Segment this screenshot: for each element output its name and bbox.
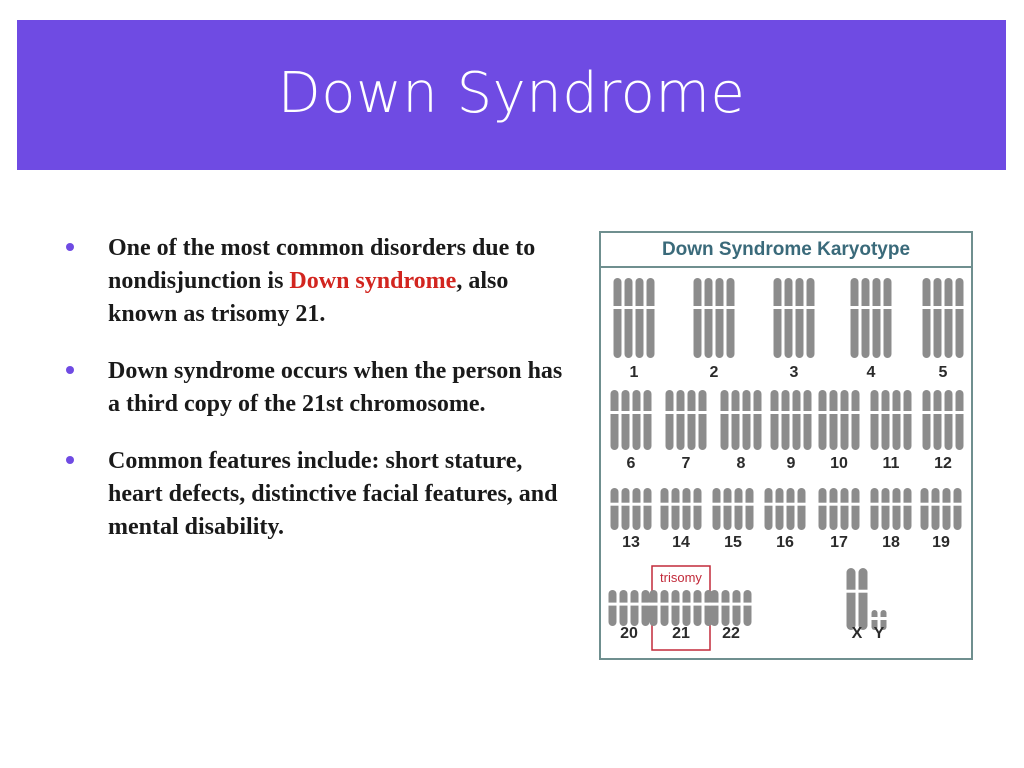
chromatid (622, 390, 630, 450)
centromere-band (781, 411, 791, 414)
chromatid (735, 488, 743, 530)
chromatid (672, 488, 680, 530)
centromere-band (922, 306, 932, 309)
centromere-band (632, 503, 642, 506)
centromere-band (829, 411, 839, 414)
chromatid (711, 590, 719, 626)
trisomy-label: trisomy (660, 570, 702, 585)
bullet-item (64, 445, 574, 544)
chromosome-pair (922, 278, 965, 358)
chromatid (647, 278, 655, 358)
chromosome-pair (922, 390, 965, 450)
centromere-band (892, 411, 902, 414)
chromosome-pair (850, 278, 893, 358)
centromere-band (861, 306, 871, 309)
chromatid (733, 590, 741, 626)
centromere-band (643, 411, 653, 414)
chromatid (851, 278, 859, 358)
centromere-band (621, 503, 631, 506)
title-bar (17, 20, 1006, 170)
centromere-band (931, 503, 941, 506)
centromere-band (872, 306, 882, 309)
chromosome-number-label: 7 (681, 455, 691, 472)
centromere-band (723, 503, 733, 506)
karyotype-title: Down Syndrome Karyotype (601, 233, 971, 268)
chromatid (774, 278, 782, 358)
chromatid (765, 488, 773, 530)
chromosome-pair (665, 390, 708, 450)
bullet-item (64, 355, 574, 421)
centromere-band (818, 503, 828, 506)
centromere-band (871, 617, 879, 620)
chromatid (932, 488, 940, 530)
bullet-text: Down syndrome occurs when the person has a third copy of the 21st chromosome. (108, 358, 563, 417)
bullet-list (64, 232, 574, 568)
chromatid (683, 590, 691, 626)
chromosome-number-label: Y (873, 625, 885, 642)
centromere-band (944, 306, 954, 309)
chromatid (754, 390, 762, 450)
chromatid (871, 488, 879, 530)
chromatid (956, 278, 964, 358)
chromatid (954, 488, 962, 530)
centromere-band (671, 603, 681, 606)
chromatid (622, 488, 630, 530)
chromatid (716, 278, 724, 358)
chromatid (945, 390, 953, 450)
chromatid (683, 488, 691, 530)
chromosome-number-label: 4 (866, 364, 876, 381)
centromere-band (903, 411, 913, 414)
chromosome-pair (870, 488, 913, 530)
chromatid (744, 590, 752, 626)
centromere-band (710, 603, 720, 606)
centromere-band (660, 503, 670, 506)
centromere-band (784, 306, 794, 309)
centromere-band (608, 603, 618, 606)
centromere-band (743, 603, 753, 606)
chromosome-number-label: 6 (626, 455, 636, 472)
centromere-band (687, 411, 697, 414)
centromere-band (786, 503, 796, 506)
chromatid (893, 390, 901, 450)
chromatid (787, 488, 795, 530)
centromere-band (635, 306, 645, 309)
chromatid (934, 278, 942, 358)
chromosome-number-label: 3 (789, 364, 799, 381)
chromatid (732, 390, 740, 450)
chromatid (934, 390, 942, 450)
chromatid (819, 488, 827, 530)
chromatid (873, 278, 881, 358)
chromosome-number-label: 14 (672, 534, 690, 551)
chromosome-pair (660, 488, 703, 530)
chromatid (625, 278, 633, 358)
chromatid (650, 590, 658, 626)
chromatid (841, 488, 849, 530)
centromere-band (676, 411, 686, 414)
chromosome-number-label: 15 (724, 534, 742, 551)
chromatid (882, 488, 890, 530)
chromatid (614, 278, 622, 358)
chromatid (921, 488, 929, 530)
chromatid (721, 390, 729, 450)
chromosome-number-label: 20 (620, 625, 638, 642)
centromere-band (732, 603, 742, 606)
centromere-band (682, 503, 692, 506)
centromere-band (646, 306, 656, 309)
centromere-band (870, 411, 880, 414)
chromatid (904, 488, 912, 530)
centromere-band (693, 603, 703, 606)
chromatid (893, 488, 901, 530)
centromere-band (883, 306, 893, 309)
chromosome-pair (818, 390, 861, 450)
centromere-band (704, 306, 714, 309)
bullet-dot-icon (66, 366, 74, 374)
centromere-band (851, 503, 861, 506)
centromere-band (892, 503, 902, 506)
centromere-band (797, 503, 807, 506)
centromere-band (792, 411, 802, 414)
centromere-band (773, 306, 783, 309)
chromatid (830, 390, 838, 450)
chromosome-number-label: 8 (736, 455, 746, 472)
chromatid (642, 590, 650, 626)
centromere-band (720, 411, 730, 414)
chromosome-pair (870, 390, 913, 450)
chromatid (871, 390, 879, 450)
chromosome-number-label: 21 (672, 625, 690, 642)
centromere-band (880, 617, 888, 620)
chromosome-pair (693, 278, 736, 358)
chromatid (945, 278, 953, 358)
chromatid (688, 390, 696, 450)
chromatid (746, 488, 754, 530)
centromere-band (682, 603, 692, 606)
centromere-band (671, 503, 681, 506)
bullet-text: One of the most common disorders due to nondisjunction is (108, 235, 536, 294)
chromosome-pair (773, 278, 816, 358)
chromosome-pair (613, 278, 656, 358)
chromatid (782, 390, 790, 450)
centromere-band (846, 590, 857, 593)
centromere-band (649, 603, 659, 606)
chromosome-number-label: X (851, 625, 863, 642)
chromatid (694, 278, 702, 358)
chromosome-number-label: 2 (709, 364, 719, 381)
chromosome-number-label: 9 (786, 455, 796, 472)
chromatid (841, 390, 849, 450)
chromosome-number-label: 1 (629, 364, 639, 381)
bullet-dot-icon (66, 243, 74, 251)
chromatid (743, 390, 751, 450)
chromosome-number-label: 13 (622, 534, 640, 551)
centromere-band (665, 411, 675, 414)
centromere-band (770, 411, 780, 414)
centromere-band (933, 411, 943, 414)
centromere-band (745, 503, 755, 506)
chromatid (722, 590, 730, 626)
chromosome-number-label: 17 (830, 534, 848, 551)
chromatid (904, 390, 912, 450)
chromosome-number-label: 19 (932, 534, 950, 551)
centromere-band (953, 503, 963, 506)
chromatid (882, 390, 890, 450)
chromosome-number-label: 16 (776, 534, 794, 551)
chromosome-pair (770, 390, 813, 450)
chromosome-pair (818, 488, 861, 530)
slide-title: Down Syndrome (277, 60, 746, 126)
centromere-band (731, 411, 741, 414)
centromere-band (803, 411, 813, 414)
chromatid (796, 278, 804, 358)
chromosome-number-label: 5 (938, 364, 948, 381)
chromosome-pair (712, 488, 755, 530)
chromosome-number-label: 10 (830, 455, 848, 472)
centromere-band (721, 603, 731, 606)
chromatid (705, 278, 713, 358)
chromatid (633, 390, 641, 450)
centromere-band (881, 503, 891, 506)
centromere-band (764, 503, 774, 506)
chromosome-pair (764, 488, 807, 530)
chromatid (699, 390, 707, 450)
centromere-band (613, 306, 623, 309)
centromere-band (693, 306, 703, 309)
centromere-band (712, 503, 722, 506)
chromatid (611, 488, 619, 530)
centromere-band (632, 411, 642, 414)
centromere-band (610, 503, 620, 506)
centromere-band (806, 306, 816, 309)
bullet-dot-icon (66, 456, 74, 464)
chromosome-pair (920, 488, 963, 530)
highlight-term: Down syndrome (289, 268, 457, 294)
centromere-band (955, 306, 965, 309)
centromere-band (630, 603, 640, 606)
centromere-band (858, 590, 869, 593)
centromere-band (850, 306, 860, 309)
chromatid (620, 590, 628, 626)
centromere-band (753, 411, 763, 414)
centromere-band (818, 411, 828, 414)
centromere-band (920, 503, 930, 506)
chromatid (862, 278, 870, 358)
chromosome-pair (649, 590, 714, 626)
bullet-text: , also known as trisomy 21. (108, 268, 509, 327)
chromatid (727, 278, 735, 358)
chromosome-pair (610, 488, 653, 530)
chromatid (713, 488, 721, 530)
chromosome-pair (846, 568, 869, 630)
chromatid (923, 390, 931, 450)
chromatid (830, 488, 838, 530)
chromatid (852, 390, 860, 450)
chromosome-number-label: 12 (934, 455, 952, 472)
chromatid (631, 590, 639, 626)
karyotype-figure (599, 231, 973, 660)
centromere-band (795, 306, 805, 309)
centromere-band (619, 603, 629, 606)
chromatid (847, 568, 856, 630)
centromere-band (955, 411, 965, 414)
chromatid (609, 590, 617, 626)
centromere-band (870, 503, 880, 506)
centromere-band (610, 411, 620, 414)
chromatid (793, 390, 801, 450)
chromosome-number-label: 11 (882, 455, 900, 472)
chromatid (798, 488, 806, 530)
centromere-band (715, 306, 725, 309)
chromosome-number-label: 22 (722, 625, 740, 642)
centromere-band (693, 503, 703, 506)
chromosome-pair (610, 390, 653, 450)
centromere-band (726, 306, 736, 309)
karyotype-image (601, 268, 971, 658)
chromatid (611, 390, 619, 450)
chromatid (694, 488, 702, 530)
chromatid (943, 488, 951, 530)
chromatid (807, 278, 815, 358)
chromatid (923, 278, 931, 358)
chromatid (633, 488, 641, 530)
centromere-band (643, 503, 653, 506)
centromere-band (698, 411, 708, 414)
centromere-band (624, 306, 634, 309)
centromere-band (840, 503, 850, 506)
centromere-band (933, 306, 943, 309)
centromere-band (829, 503, 839, 506)
chromatid (859, 568, 868, 630)
centromere-band (942, 503, 952, 506)
chromatid (644, 390, 652, 450)
chromatid (677, 390, 685, 450)
centromere-band (944, 411, 954, 414)
chromatid (644, 488, 652, 530)
centromere-band (922, 411, 932, 414)
centromere-band (621, 411, 631, 414)
chromatid (852, 488, 860, 530)
centromere-band (660, 603, 670, 606)
centromere-band (840, 411, 850, 414)
chromatid (956, 390, 964, 450)
chromatid (636, 278, 644, 358)
chromatid (771, 390, 779, 450)
centromere-band (903, 503, 913, 506)
chromatid (672, 590, 680, 626)
bullet-text: Common features include: short stature, heart defects, distinctive facial features, and mental disability. (108, 448, 558, 540)
chromosome-number-label: 18 (882, 534, 900, 551)
chromosome-pair (608, 590, 651, 626)
chromatid (819, 390, 827, 450)
chromatid (804, 390, 812, 450)
chromatid (661, 488, 669, 530)
bullet-item (64, 232, 574, 331)
centromere-band (734, 503, 744, 506)
chromosome-pair (710, 590, 753, 626)
chromatid (776, 488, 784, 530)
centromere-band (881, 411, 891, 414)
chromatid (694, 590, 702, 626)
chromatid (661, 590, 669, 626)
chromatid (785, 278, 793, 358)
chromatid (884, 278, 892, 358)
chromatid (724, 488, 732, 530)
centromere-band (775, 503, 785, 506)
centromere-band (851, 411, 861, 414)
centromere-band (742, 411, 752, 414)
chromatid (666, 390, 674, 450)
chromosome-pair (720, 390, 763, 450)
